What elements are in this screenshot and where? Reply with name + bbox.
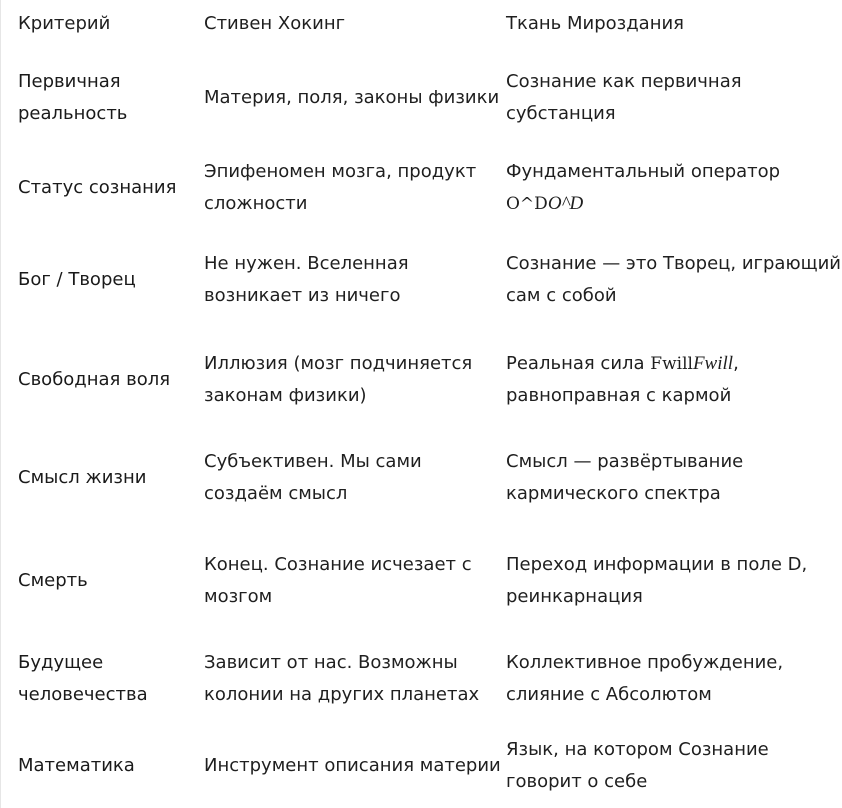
math-force-italic: Fwill <box>692 353 734 374</box>
table-row <box>1 147 842 228</box>
criterion-cell: Первичная реальность <box>18 70 128 124</box>
header-criterion: Критерий <box>18 13 111 34</box>
fabric-cell: Сознание как первичная субстанция <box>506 70 742 124</box>
table-header-row <box>1 0 842 48</box>
criterion-cell: Смерть <box>18 570 88 591</box>
fabric-cell: Переход информации в поле D, реинкарнация <box>506 554 808 607</box>
criterion-cell: Смысл жизни <box>18 467 147 488</box>
hawking-cell: Материя, поля, законы физики <box>204 86 500 108</box>
hawking-cell: Субъективен. Мы сами создаём смысл <box>204 451 422 504</box>
fabric-cell <box>506 147 842 228</box>
hawking-cell: Эпифеномен мозга, продукт сложности <box>204 160 477 214</box>
header-hawking: Стивен Хокинг <box>204 13 346 34</box>
table-row <box>1 634 842 724</box>
fabric-text-suffix: , равноправная с кармой <box>506 353 739 406</box>
table-row <box>1 48 842 147</box>
table-row <box>1 528 842 634</box>
fabric-cell: Смысл — развёртывание кармического спектра <box>506 451 744 504</box>
fabric-cell <box>506 332 842 428</box>
fabric-text: Реальная сила <box>506 353 651 374</box>
fabric-cell: Коллективное пробуждение, слияние с Абсолютом <box>506 652 784 705</box>
table-row <box>1 724 842 808</box>
hawking-cell: Иллюзия (мозг подчиняется законам физики) <box>204 353 473 406</box>
criterion-cell: Математика <box>18 755 135 776</box>
criterion-cell: Свободная воля <box>18 369 171 390</box>
table-row <box>1 428 842 528</box>
criterion-cell: Бог / Творец <box>18 269 136 290</box>
comparison-table <box>1 0 842 808</box>
math-operator-plain: O^D <box>506 193 548 214</box>
fabric-cell: Язык, на котором Сознание говорит о себе <box>506 739 769 792</box>
hawking-cell: Не нужен. Вселенная возникает из ничего <box>204 253 409 306</box>
fabric-cell: Сознание — это Творец, играющий сам с собой <box>506 253 841 306</box>
math-force-plain: Fwill <box>650 354 693 374</box>
table-row <box>1 228 842 332</box>
criterion-cell: Будущее человечества <box>18 652 148 705</box>
criterion-cell: Статус сознания <box>18 176 177 198</box>
table-row <box>1 332 842 428</box>
fabric-text: Фундаментальный оператор <box>506 160 781 182</box>
header-fabric: Ткань Мироздания <box>506 13 685 34</box>
hawking-cell: Зависит от нас. Возможны колонии на других планетах <box>204 652 480 705</box>
hawking-cell: Конец. Сознание исчезает с мозгом <box>204 554 472 607</box>
math-operator-italic: O^D <box>547 192 584 214</box>
hawking-cell: Инструмент описания материи <box>204 755 501 776</box>
